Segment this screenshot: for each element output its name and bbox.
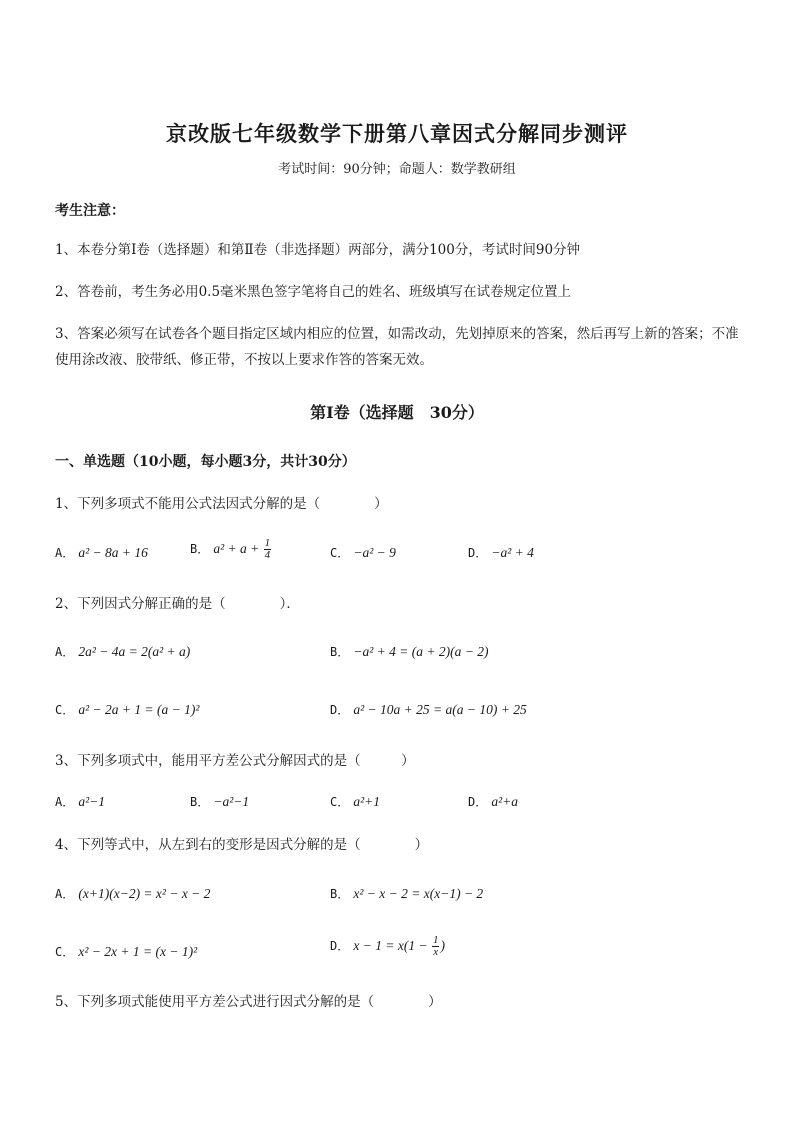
- option-label: C．: [55, 945, 75, 959]
- question-1-stem: 1、下列多项式不能用公式法因式分解的是（ ）: [55, 496, 388, 512]
- option-label: C．: [330, 546, 350, 560]
- option-expression: a²−1: [78, 794, 106, 809]
- q2-option-a[interactable]: [55, 643, 190, 660]
- notice-heading: 考生注意：: [55, 203, 125, 219]
- q4-option-a[interactable]: [55, 885, 210, 902]
- option-expression: a²+1: [353, 794, 381, 809]
- option-label: A．: [55, 887, 75, 901]
- question-4-stem: 4、下列等式中，从左到右的变形是因式分解的是（ ）: [55, 837, 429, 853]
- option-expression: a² − 8a + 16: [78, 545, 148, 560]
- option-label: D．: [330, 939, 350, 953]
- option-expression: x² − 2x + 1 = (x − 1)²: [78, 944, 198, 959]
- question-3-stem: 3、下列多项式中，能用平方差公式分解因式的是（ ）: [55, 753, 415, 769]
- exam-subtitle: 考试时间：90分钟；命题人：数学教研组: [278, 162, 516, 177]
- option-label: B．: [330, 645, 350, 659]
- fraction: $\frac{1}{x}$: [432, 934, 439, 958]
- q4-option-c[interactable]: [55, 943, 197, 960]
- q2-option-c[interactable]: [55, 701, 199, 718]
- option-label: B．: [190, 542, 210, 556]
- question-2-stem: 2、下列因式分解正确的是（ ）．: [55, 596, 300, 612]
- option-expression: −a² + 4 = (a + 2)(a − 2): [353, 644, 489, 659]
- q1-option-b[interactable]: [190, 538, 272, 561]
- option-expression: x − 1 = x(1 −: [353, 938, 431, 953]
- option-expression: a²+a: [491, 794, 519, 809]
- q2-option-d[interactable]: [330, 701, 527, 718]
- option-expression: −a² + 4: [491, 545, 534, 560]
- section-title: 第Ⅰ卷（选择题 30分）: [310, 403, 484, 422]
- q2-option-b[interactable]: [330, 643, 488, 660]
- option-label: B．: [330, 887, 350, 901]
- option-label: D．: [468, 546, 488, 560]
- option-expression: (x+1)(x−2) = x² − x − 2: [78, 886, 211, 901]
- option-label: B．: [190, 795, 210, 809]
- option-expression: a² − 2a + 1 = (a − 1)²: [78, 702, 200, 717]
- question-5-stem: 5、下列多项式能使用平方差公式进行因式分解的是（ ）: [55, 994, 442, 1010]
- exam-title: 京改版七年级数学下册第八章因式分解同步测评: [166, 121, 628, 146]
- option-label: A．: [55, 645, 75, 659]
- q1-option-a[interactable]: [55, 544, 148, 561]
- q3-option-a[interactable]: [55, 793, 105, 810]
- notice-item-3: 3、答案必须写在试卷各个题目指定区域内相应的位置，如需改动，先划掉原来的答案，然后再写上新的答案；不准使用涂改液、胶带纸、修正带，不按以上要求作答的答案无效。: [55, 326, 739, 368]
- fraction: $\frac{1}{4}$: [264, 537, 271, 561]
- notice-item-2: 2、答卷前，考生务必用0.5毫米黑色签字笔将自己的姓名、班级填写在试卷规定位置上: [55, 284, 572, 300]
- q3-option-b[interactable]: [190, 793, 249, 810]
- option-expression-tail: ): [440, 938, 445, 953]
- option-label: A．: [55, 795, 75, 809]
- option-expression: a² − 10a + 25 = a(a − 10) + 25: [353, 702, 527, 717]
- q1-option-c[interactable]: [330, 544, 396, 561]
- part-heading: 一、单选题（10小题，每小题3分，共计30分）: [55, 454, 356, 470]
- option-expression: −a²−1: [213, 794, 250, 809]
- option-label: D．: [468, 795, 488, 809]
- option-label: A．: [55, 546, 75, 560]
- option-expression: x² − x − 2 = x(x−1) − 2: [353, 886, 484, 901]
- option-expression: −a² − 9: [353, 545, 396, 560]
- notice-item-1: 1、本卷分第Ⅰ卷（选择题）和第Ⅱ卷（非选择题）两部分，满分100分，考试时间90分钟: [55, 242, 581, 258]
- q3-option-d[interactable]: [468, 793, 518, 810]
- option-label: C．: [330, 795, 350, 809]
- option-label: C．: [55, 703, 75, 717]
- option-expression: a² + a +: [213, 541, 263, 556]
- q4-option-d[interactable]: [330, 935, 445, 958]
- q4-option-b[interactable]: [330, 885, 483, 902]
- q1-option-d[interactable]: [468, 544, 534, 561]
- option-expression: 2a² − 4a = 2(a² + a): [78, 644, 191, 659]
- q3-option-c[interactable]: [330, 793, 380, 810]
- option-label: D．: [330, 703, 350, 717]
